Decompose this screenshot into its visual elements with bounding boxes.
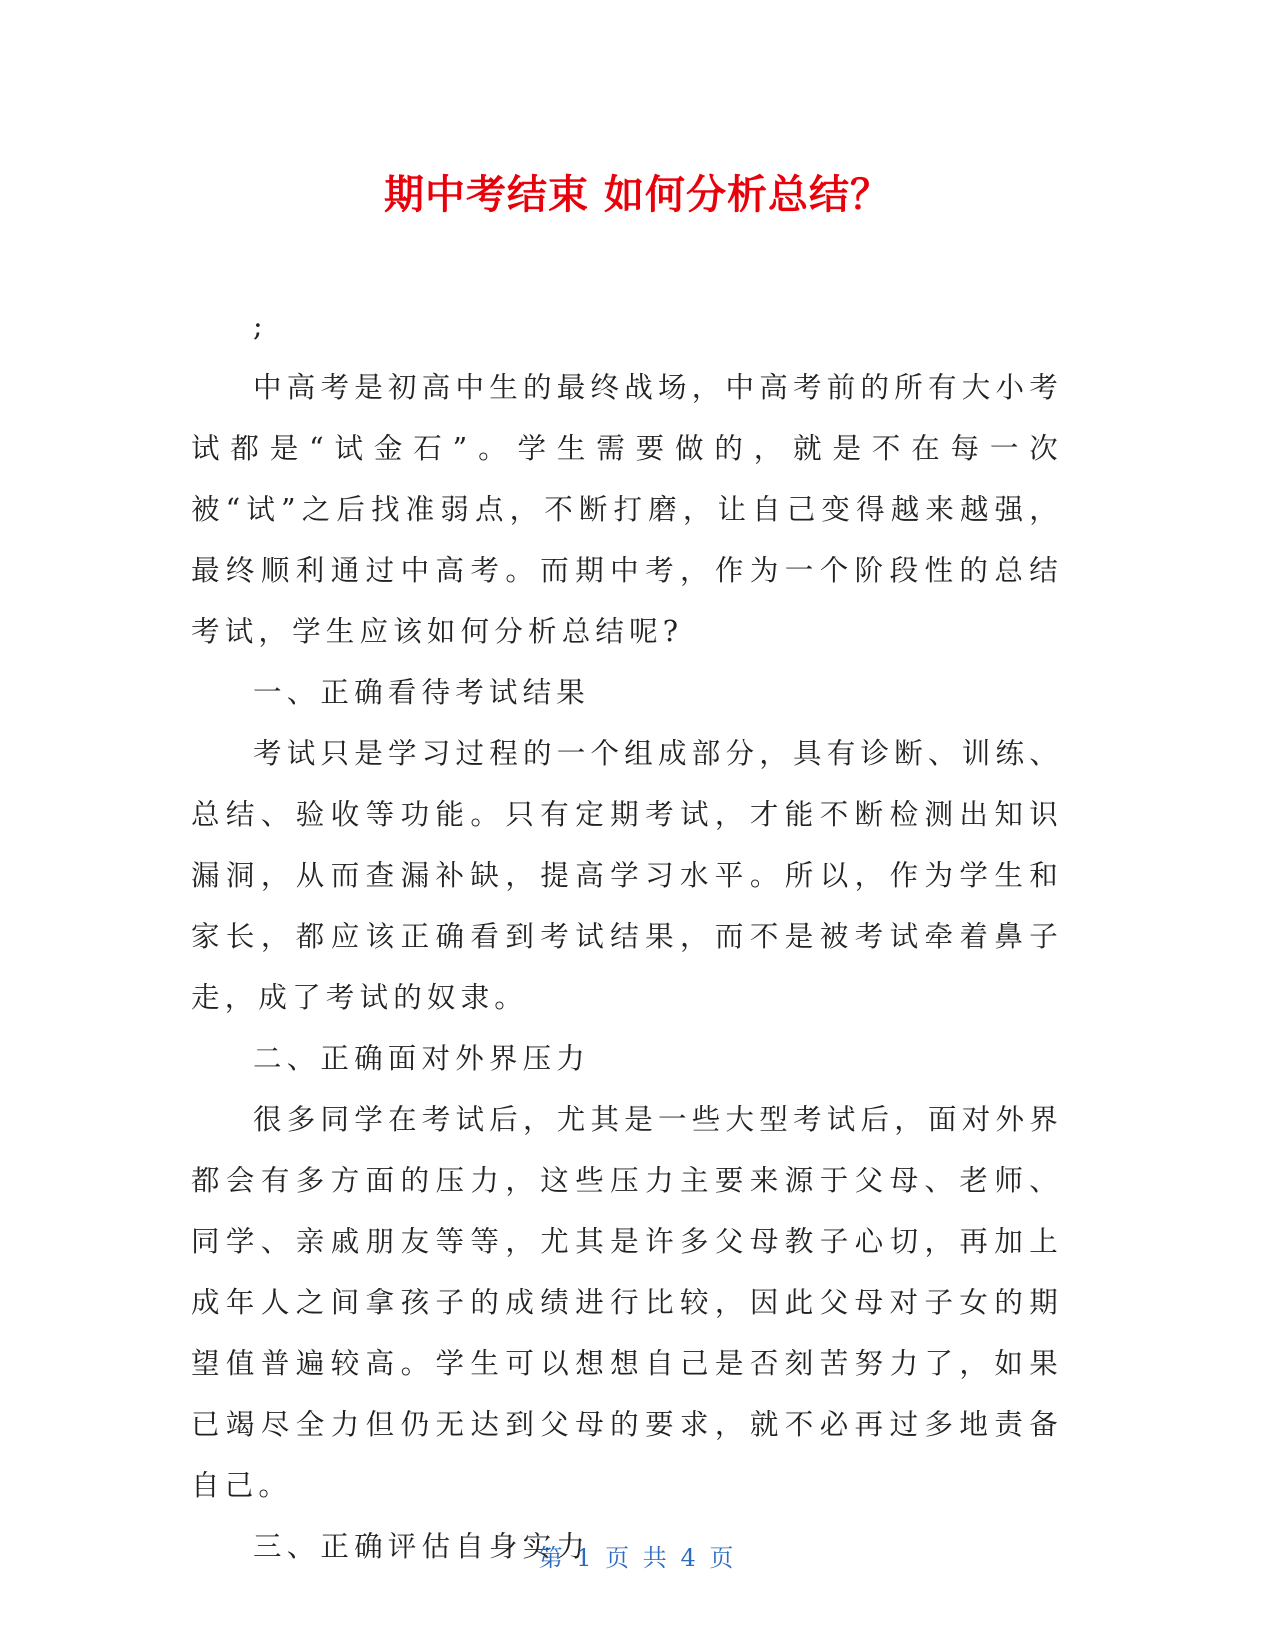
section-heading-3: 三、正确评估自身实力 (253, 1530, 591, 1563)
paragraph-section-2: 很多同学在考试后，尤其是一些大型考试后，面对外界都会有多方面的压力，这些压力主要来源于父母、老师、同学、亲戚朋友等等，尤其是许多父母教子心切，再加上成年人之间拿孩子的成绩进行比较，因此父母对子女的期望值普遍较高。学生可以想想自己是否刻苦努力了，如果已竭尽全力但仍无达到父母的要求，就不必再过多地责备自己。 (191, 1103, 1063, 1502)
document-body (191, 296, 1063, 1577)
paragraph-semicolon: ; (253, 310, 268, 343)
section-heading-1: 一、正确看待考试结果 (253, 676, 591, 709)
page-number-footer: 第 1 页 共 4 页 (538, 1544, 737, 1572)
paragraph-section-1: 考试只是学习过程的一个组成部分，具有诊断、训练、总结、验收等功能。只有定期考试，才能不断检测出知识漏洞，从而查漏补缺，提高学习水平。所以，作为学生和家长，都应该正确看到考试结果，而不是被考试牵着鼻子走，成了考试的奴隶。 (191, 737, 1063, 1014)
paragraph-intro: 中高考是初高中生的最终战场，中高考前的所有大小考试都是“试金石”。学生需要做的，就是不在每一次被“试”之后找准弱点，不断打磨，让自己变得越来越强，最终顺利通过中高考。而期中考，作为一个阶段性的总结考试，学生应该如何分析总结呢? (191, 371, 1063, 648)
section-heading-2: 二、正确面对外界压力 (253, 1042, 591, 1075)
document-title: 期中考结束 如何分析总结？ (384, 172, 891, 218)
